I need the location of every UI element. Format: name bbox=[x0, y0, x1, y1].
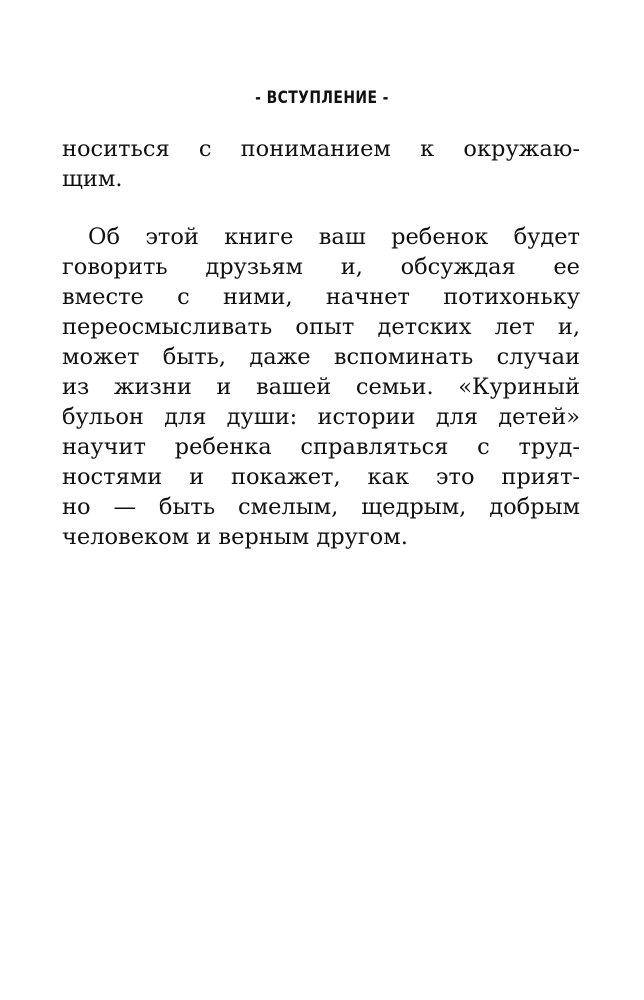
text-line: Об этой книге ваш ребенок будет bbox=[88, 224, 580, 250]
text-line: носиться с пониманием к окружаю- bbox=[62, 136, 580, 162]
text-line: научит ребенка справляться с труд- bbox=[62, 434, 580, 460]
paragraph-continuation bbox=[62, 134, 580, 194]
text-line: из жизни и вашей семьи. «Куриный bbox=[62, 374, 580, 400]
text-line: щим. bbox=[62, 166, 123, 192]
running-head: - ВСТУПЛЕНИЕ - bbox=[255, 88, 389, 108]
text-line: говорить друзьям и, обсуждая ее bbox=[62, 254, 580, 280]
text-line: вместе с ними, начнет потихоньку bbox=[62, 284, 580, 310]
text-line: бульон для души: истории для детей» bbox=[62, 404, 580, 430]
text-line: но — быть смелым, щедрым, добрым bbox=[62, 494, 580, 520]
text-line: может быть, даже вспоминать случаи bbox=[62, 344, 580, 370]
text-line: ностями и покажет, как это прият- bbox=[62, 464, 580, 490]
paragraph bbox=[62, 222, 580, 552]
text-line: человеком и верным другом. bbox=[62, 524, 408, 550]
text-line: переосмысливать опыт детских лет и, bbox=[62, 314, 580, 340]
